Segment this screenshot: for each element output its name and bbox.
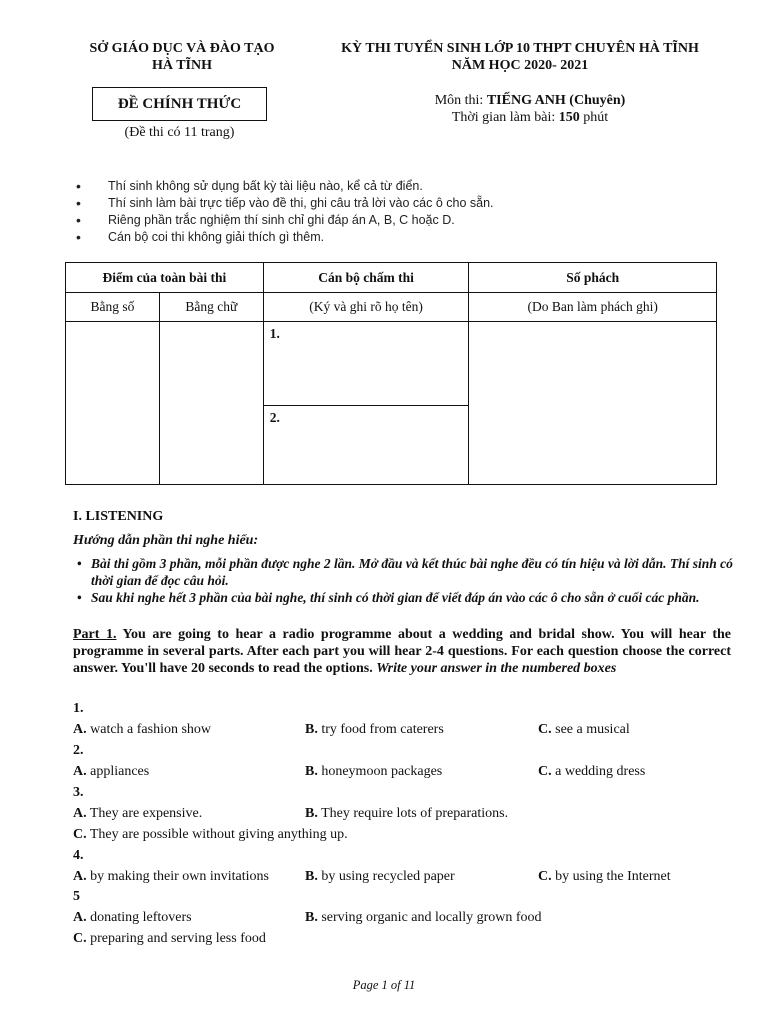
code-header: Số phách [469,263,717,293]
option-c[interactable]: C. They are possible without giving anything up. [73,827,348,842]
score-header: Điểm của toàn bài thi [66,263,264,293]
option-a[interactable]: A. watch a fashion show [73,722,212,737]
guide-item: • Bài thi gồm 3 phần, mỗi phần được nghe 2 lần. Mở đầu và kết thúc bài nghe đều có tín hiệu và lời dẫn. Thí sinh có thời gian để đọc câu hỏi. [73,555,733,589]
school-year: NĂM HỌC 2020- 2021 [451,58,589,73]
question-number: 4. [73,848,84,863]
part1-text: You are going to hear a radio programme about a wedding and bridal show. You will hear the programme in several parts. After each part you will hear 2-4 questions. For each question choose the correct answer. You'll have 20 seconds to read the options. [73,627,731,676]
page-footer: Page 1 of 11 [352,978,416,992]
option-a[interactable]: A. appliances [73,764,150,779]
option-b[interactable]: B. honeymoon packages [305,764,443,779]
subject-name: TIẾNG ANH (Chuyên) [486,93,626,108]
rule-item: • Cán bộ coi thi không giải thích gì thêm. [72,229,712,246]
province-name: HÀ TĨNH [151,58,213,73]
score-number-label: Bằng số [66,293,160,322]
question-number: 3. [73,785,84,800]
guide-list [73,555,733,606]
option-a[interactable]: A. donating leftovers [73,910,192,925]
option-a[interactable]: A. They are expensive. [73,806,203,821]
part1-label: Part 1. [73,627,117,642]
option-b[interactable]: B. by using recycled paper [305,869,455,884]
code-cell[interactable] [469,322,717,485]
rule-item: • Thí sinh không sử dụng bất kỳ tài liệu nào, kể cả từ điển. [72,178,712,195]
examiner-sub-label: (Ký và ghi rõ họ tên) [263,293,469,322]
examiner-1-cell[interactable]: 1. [263,322,469,406]
option-c[interactable]: C. preparing and serving less food [73,931,266,946]
department-name: SỞ GIÁO DỤC VÀ ĐÀO TẠO [89,41,275,56]
time-prefix: Thời gian làm bài: [451,110,559,125]
option-b[interactable]: B. serving organic and locally grown food [305,910,542,925]
option-a[interactable]: A. by making their own invitations [73,869,269,884]
exam-title: KỲ THI TUYỂN SINH LỚP 10 THPT CHUYÊN HÀ TĨNH [341,41,699,56]
exam-header [300,40,740,74]
rule-item: • Riêng phần trắc nghiệm thí sinh chỉ ghi đáp án A, B, C hoặc D. [72,212,712,229]
score-words-cell[interactable] [159,322,263,485]
option-c[interactable]: C. a wedding dress [538,764,646,779]
examiner-header: Cán bộ chấm thi [263,263,469,293]
code-sub-label: (Do Ban làm phách ghi) [469,293,717,322]
official-exam-box: ĐỀ CHÍNH THỨC [92,87,267,121]
page-count-note: (Đề thi có 11 trang) [124,125,235,140]
score-number-cell[interactable] [66,322,160,485]
subject-prefix: Môn thi: [434,93,487,108]
rule-item: • Thí sinh làm bài trực tiếp vào đề thi, ghi câu trả lời vào các ô cho sẵn. [72,195,712,212]
time-suffix: phút [579,110,609,125]
part1-italic: Write your answer in the numbered boxes [376,661,617,676]
department-header [62,40,302,74]
grading-table [65,262,717,485]
guide-title: Hướng dẫn phần thi nghe hiểu: [73,533,259,548]
section-title: I. LISTENING [73,509,164,524]
part1-instructions [73,626,731,677]
exam-rules [72,178,712,246]
time-value: 150 [558,110,580,125]
subject-info [380,92,680,126]
guide-item: • Sau khi nghe hết 3 phần của bài nghe, thí sinh có thời gian để viết đáp án vào các ô cho sẵn ở cuối các phần. [73,589,733,606]
option-b[interactable]: B. They require lots of preparations. [305,806,509,821]
question-number: 2. [73,743,84,758]
question-number: 5 [73,889,80,904]
question-number: 1. [73,701,84,716]
examiner-2-cell[interactable]: 2. [263,406,469,485]
score-words-label: Bằng chữ [159,293,263,322]
option-c[interactable]: C. see a musical [538,722,630,737]
option-c[interactable]: C. by using the Internet [538,869,671,884]
option-b[interactable]: B. try food from caterers [305,722,444,737]
